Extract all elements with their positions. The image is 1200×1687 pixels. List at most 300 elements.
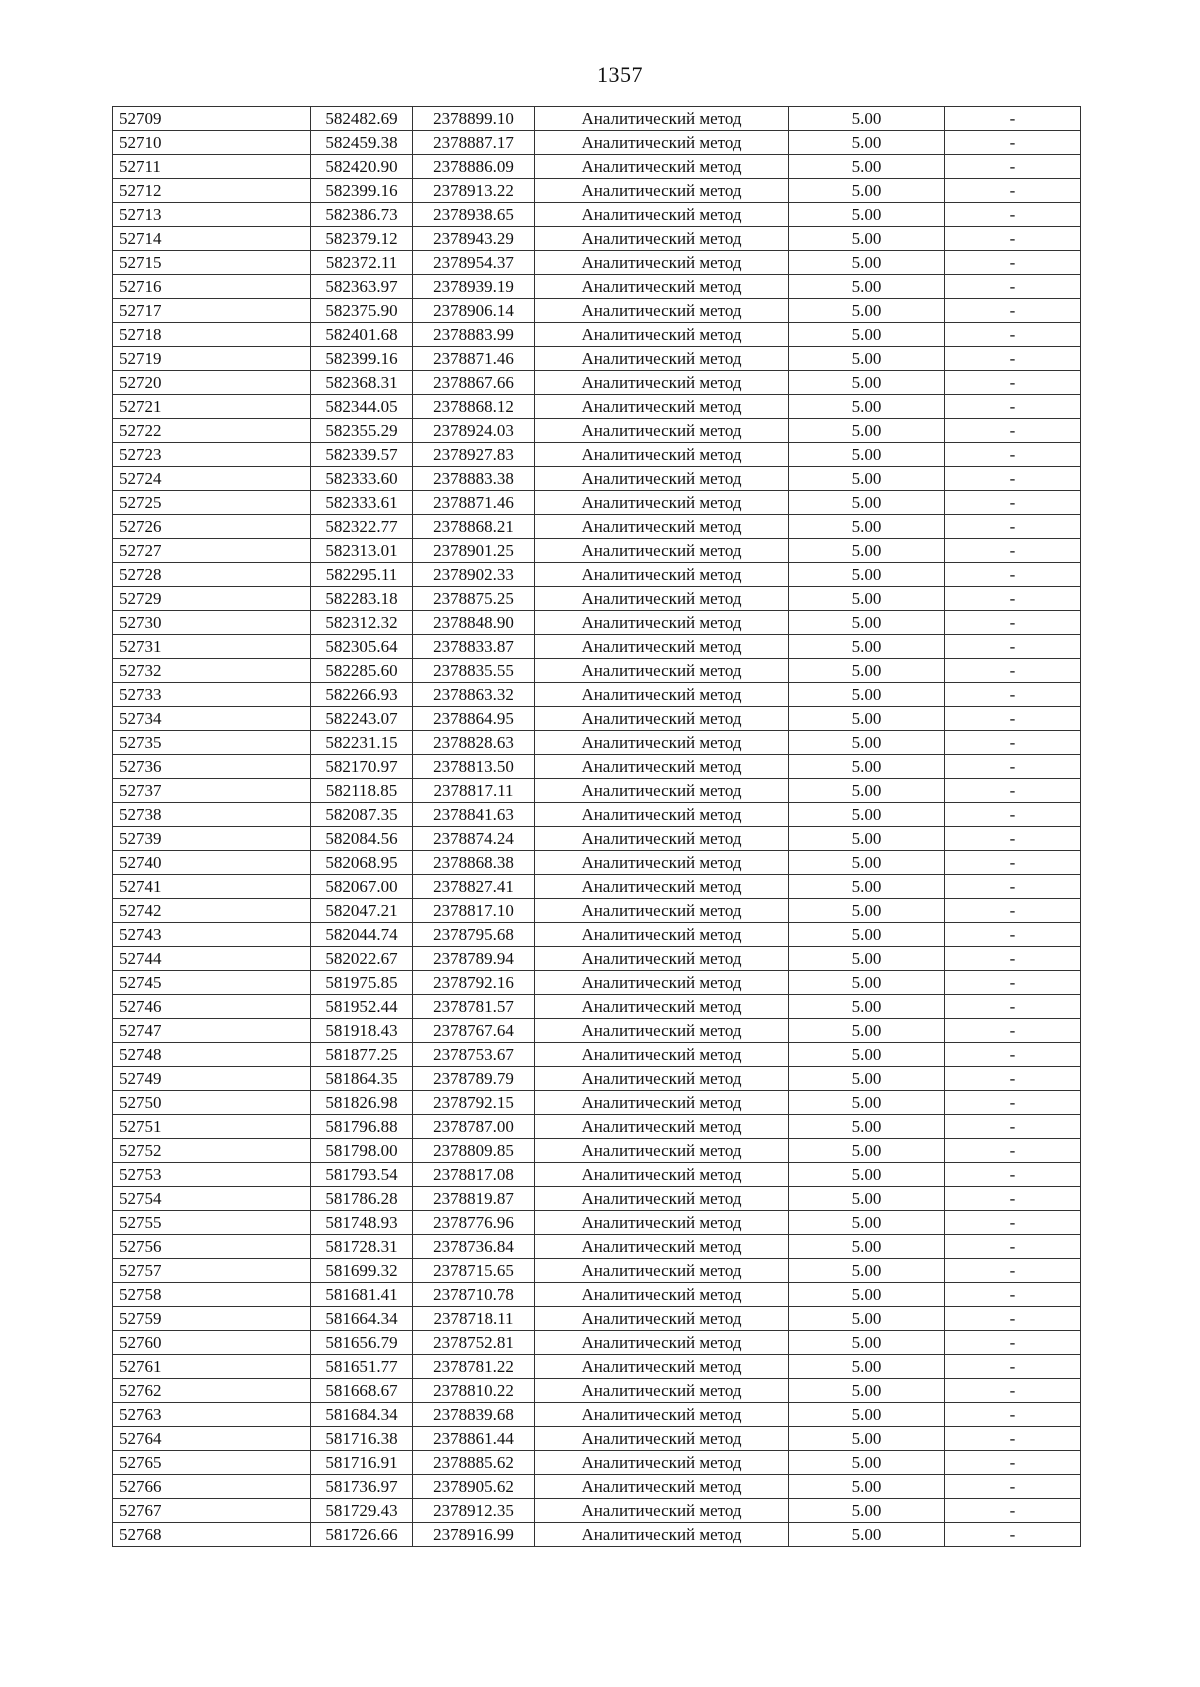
accuracy-cell: 5.00 [789, 1475, 945, 1499]
accuracy-cell: 5.00 [789, 251, 945, 275]
note-cell: - [945, 587, 1081, 611]
point-id-cell: 52767 [113, 1499, 311, 1523]
y-coordinate-cell: 2378954.37 [413, 251, 535, 275]
x-coordinate-cell: 582355.29 [311, 419, 413, 443]
point-id-cell: 52720 [113, 371, 311, 395]
method-cell: Аналитический метод [535, 587, 789, 611]
x-coordinate-cell: 581736.97 [311, 1475, 413, 1499]
y-coordinate-cell: 2378781.57 [413, 995, 535, 1019]
point-id-cell: 52749 [113, 1067, 311, 1091]
x-coordinate-cell: 582420.90 [311, 155, 413, 179]
accuracy-cell: 5.00 [789, 1139, 945, 1163]
x-coordinate-cell: 581826.98 [311, 1091, 413, 1115]
table-row [113, 1283, 1081, 1307]
note-cell: - [945, 275, 1081, 299]
table-row [113, 803, 1081, 827]
y-coordinate-cell: 2378817.10 [413, 899, 535, 923]
note-cell: - [945, 683, 1081, 707]
note-cell: - [945, 1283, 1081, 1307]
method-cell: Аналитический метод [535, 467, 789, 491]
x-coordinate-cell: 582363.97 [311, 275, 413, 299]
method-cell: Аналитический метод [535, 755, 789, 779]
x-coordinate-cell: 582044.74 [311, 923, 413, 947]
x-coordinate-cell: 581918.43 [311, 1019, 413, 1043]
point-id-cell: 52723 [113, 443, 311, 467]
note-cell: - [945, 1115, 1081, 1139]
table-row [113, 587, 1081, 611]
point-id-cell: 52738 [113, 803, 311, 827]
accuracy-cell: 5.00 [789, 731, 945, 755]
table-row [113, 227, 1081, 251]
table-row [113, 203, 1081, 227]
y-coordinate-cell: 2378767.64 [413, 1019, 535, 1043]
x-coordinate-cell: 581681.41 [311, 1283, 413, 1307]
note-cell: - [945, 227, 1081, 251]
note-cell: - [945, 251, 1081, 275]
accuracy-cell: 5.00 [789, 755, 945, 779]
x-coordinate-cell: 581793.54 [311, 1163, 413, 1187]
note-cell: - [945, 155, 1081, 179]
x-coordinate-cell: 581796.88 [311, 1115, 413, 1139]
note-cell: - [945, 1067, 1081, 1091]
y-coordinate-cell: 2378718.11 [413, 1307, 535, 1331]
table-row [113, 1043, 1081, 1067]
accuracy-cell: 5.00 [789, 1451, 945, 1475]
point-id-cell: 52716 [113, 275, 311, 299]
method-cell: Аналитический метод [535, 1379, 789, 1403]
point-id-cell: 52727 [113, 539, 311, 563]
accuracy-cell: 5.00 [789, 1019, 945, 1043]
x-coordinate-cell: 582266.93 [311, 683, 413, 707]
point-id-cell: 52721 [113, 395, 311, 419]
y-coordinate-cell: 2378924.03 [413, 419, 535, 443]
note-cell: - [945, 1499, 1081, 1523]
y-coordinate-cell: 2378916.99 [413, 1523, 535, 1547]
table-row [113, 1523, 1081, 1547]
y-coordinate-cell: 2378848.90 [413, 611, 535, 635]
accuracy-cell: 5.00 [789, 827, 945, 851]
x-coordinate-cell: 582372.11 [311, 251, 413, 275]
note-cell: - [945, 1259, 1081, 1283]
note-cell: - [945, 971, 1081, 995]
x-coordinate-cell: 582068.95 [311, 851, 413, 875]
y-coordinate-cell: 2378789.94 [413, 947, 535, 971]
note-cell: - [945, 755, 1081, 779]
accuracy-cell: 5.00 [789, 179, 945, 203]
method-cell: Аналитический метод [535, 971, 789, 995]
method-cell: Аналитический метод [535, 203, 789, 227]
note-cell: - [945, 299, 1081, 323]
x-coordinate-cell: 582118.85 [311, 779, 413, 803]
table-row [113, 131, 1081, 155]
note-cell: - [945, 1235, 1081, 1259]
accuracy-cell: 5.00 [789, 1163, 945, 1187]
y-coordinate-cell: 2378715.65 [413, 1259, 535, 1283]
y-coordinate-cell: 2378901.25 [413, 539, 535, 563]
note-cell: - [945, 1211, 1081, 1235]
accuracy-cell: 5.00 [789, 1403, 945, 1427]
y-coordinate-cell: 2378819.87 [413, 1187, 535, 1211]
method-cell: Аналитический метод [535, 947, 789, 971]
method-cell: Аналитический метод [535, 539, 789, 563]
x-coordinate-cell: 581877.25 [311, 1043, 413, 1067]
point-id-cell: 52752 [113, 1139, 311, 1163]
table-row [113, 1211, 1081, 1235]
table-row [113, 179, 1081, 203]
table-row [113, 1355, 1081, 1379]
x-coordinate-cell: 582386.73 [311, 203, 413, 227]
accuracy-cell: 5.00 [789, 1523, 945, 1547]
coordinates-table [112, 106, 1081, 1547]
accuracy-cell: 5.00 [789, 539, 945, 563]
table-row [113, 683, 1081, 707]
table-row [113, 395, 1081, 419]
table-row [113, 323, 1081, 347]
y-coordinate-cell: 2378871.46 [413, 347, 535, 371]
accuracy-cell: 5.00 [789, 587, 945, 611]
accuracy-cell: 5.00 [789, 131, 945, 155]
point-id-cell: 52742 [113, 899, 311, 923]
point-id-cell: 52730 [113, 611, 311, 635]
method-cell: Аналитический метод [535, 611, 789, 635]
note-cell: - [945, 923, 1081, 947]
table-row [113, 899, 1081, 923]
accuracy-cell: 5.00 [789, 1379, 945, 1403]
y-coordinate-cell: 2378938.65 [413, 203, 535, 227]
x-coordinate-cell: 582295.11 [311, 563, 413, 587]
x-coordinate-cell: 582482.69 [311, 107, 413, 131]
point-id-cell: 52753 [113, 1163, 311, 1187]
point-id-cell: 52757 [113, 1259, 311, 1283]
x-coordinate-cell: 581952.44 [311, 995, 413, 1019]
y-coordinate-cell: 2378861.44 [413, 1427, 535, 1451]
note-cell: - [945, 1427, 1081, 1451]
y-coordinate-cell: 2378906.14 [413, 299, 535, 323]
note-cell: - [945, 1331, 1081, 1355]
table-row [113, 875, 1081, 899]
table-row [113, 1403, 1081, 1427]
x-coordinate-cell: 582087.35 [311, 803, 413, 827]
y-coordinate-cell: 2378874.24 [413, 827, 535, 851]
method-cell: Аналитический метод [535, 371, 789, 395]
accuracy-cell: 5.00 [789, 299, 945, 323]
point-id-cell: 52755 [113, 1211, 311, 1235]
y-coordinate-cell: 2378871.46 [413, 491, 535, 515]
note-cell: - [945, 1163, 1081, 1187]
accuracy-cell: 5.00 [789, 323, 945, 347]
method-cell: Аналитический метод [535, 275, 789, 299]
point-id-cell: 52759 [113, 1307, 311, 1331]
method-cell: Аналитический метод [535, 1187, 789, 1211]
accuracy-cell: 5.00 [789, 1235, 945, 1259]
point-id-cell: 52754 [113, 1187, 311, 1211]
coordinates-table-body [113, 107, 1081, 1547]
table-row [113, 755, 1081, 779]
x-coordinate-cell: 582459.38 [311, 131, 413, 155]
x-coordinate-cell: 582339.57 [311, 443, 413, 467]
x-coordinate-cell: 582067.00 [311, 875, 413, 899]
y-coordinate-cell: 2378875.25 [413, 587, 535, 611]
point-id-cell: 52740 [113, 851, 311, 875]
accuracy-cell: 5.00 [789, 491, 945, 515]
note-cell: - [945, 1475, 1081, 1499]
x-coordinate-cell: 581726.66 [311, 1523, 413, 1547]
accuracy-cell: 5.00 [789, 563, 945, 587]
x-coordinate-cell: 582047.21 [311, 899, 413, 923]
x-coordinate-cell: 581729.43 [311, 1499, 413, 1523]
y-coordinate-cell: 2378752.81 [413, 1331, 535, 1355]
x-coordinate-cell: 582283.18 [311, 587, 413, 611]
note-cell: - [945, 731, 1081, 755]
note-cell: - [945, 179, 1081, 203]
method-cell: Аналитический метод [535, 851, 789, 875]
note-cell: - [945, 1139, 1081, 1163]
method-cell: Аналитический метод [535, 443, 789, 467]
table-row [113, 1451, 1081, 1475]
note-cell: - [945, 611, 1081, 635]
point-id-cell: 52762 [113, 1379, 311, 1403]
note-cell: - [945, 827, 1081, 851]
point-id-cell: 52728 [113, 563, 311, 587]
y-coordinate-cell: 2378913.22 [413, 179, 535, 203]
point-id-cell: 52737 [113, 779, 311, 803]
x-coordinate-cell: 581699.32 [311, 1259, 413, 1283]
note-cell: - [945, 539, 1081, 563]
method-cell: Аналитический метод [535, 1523, 789, 1547]
y-coordinate-cell: 2378912.35 [413, 1499, 535, 1523]
method-cell: Аналитический метод [535, 1475, 789, 1499]
x-coordinate-cell: 582344.05 [311, 395, 413, 419]
x-coordinate-cell: 581651.77 [311, 1355, 413, 1379]
note-cell: - [945, 563, 1081, 587]
y-coordinate-cell: 2378787.00 [413, 1115, 535, 1139]
table-row [113, 707, 1081, 731]
table-row [113, 419, 1081, 443]
method-cell: Аналитический метод [535, 1091, 789, 1115]
table-row [113, 1067, 1081, 1091]
point-id-cell: 52741 [113, 875, 311, 899]
table-row [113, 1115, 1081, 1139]
point-id-cell: 52736 [113, 755, 311, 779]
method-cell: Аналитический метод [535, 1283, 789, 1307]
note-cell: - [945, 851, 1081, 875]
x-coordinate-cell: 582379.12 [311, 227, 413, 251]
method-cell: Аналитический метод [535, 1115, 789, 1139]
point-id-cell: 52765 [113, 1451, 311, 1475]
table-row [113, 1163, 1081, 1187]
method-cell: Аналитический метод [535, 227, 789, 251]
point-id-cell: 52715 [113, 251, 311, 275]
y-coordinate-cell: 2378863.32 [413, 683, 535, 707]
page-number: 1357 [597, 62, 643, 87]
point-id-cell: 52744 [113, 947, 311, 971]
method-cell: Аналитический метод [535, 1211, 789, 1235]
y-coordinate-cell: 2378792.15 [413, 1091, 535, 1115]
accuracy-cell: 5.00 [789, 1283, 945, 1307]
point-id-cell: 52750 [113, 1091, 311, 1115]
y-coordinate-cell: 2378864.95 [413, 707, 535, 731]
y-coordinate-cell: 2378868.21 [413, 515, 535, 539]
x-coordinate-cell: 582375.90 [311, 299, 413, 323]
method-cell: Аналитический метод [535, 251, 789, 275]
method-cell: Аналитический метод [535, 1139, 789, 1163]
point-id-cell: 52732 [113, 659, 311, 683]
method-cell: Аналитический метод [535, 1307, 789, 1331]
note-cell: - [945, 1307, 1081, 1331]
method-cell: Аналитический метод [535, 1163, 789, 1187]
method-cell: Аналитический метод [535, 779, 789, 803]
table-row [113, 1307, 1081, 1331]
y-coordinate-cell: 2378905.62 [413, 1475, 535, 1499]
point-id-cell: 52763 [113, 1403, 311, 1427]
method-cell: Аналитический метод [535, 131, 789, 155]
point-id-cell: 52724 [113, 467, 311, 491]
x-coordinate-cell: 581728.31 [311, 1235, 413, 1259]
point-id-cell: 52712 [113, 179, 311, 203]
accuracy-cell: 5.00 [789, 923, 945, 947]
method-cell: Аналитический метод [535, 323, 789, 347]
y-coordinate-cell: 2378781.22 [413, 1355, 535, 1379]
accuracy-cell: 5.00 [789, 659, 945, 683]
method-cell: Аналитический метод [535, 995, 789, 1019]
method-cell: Аналитический метод [535, 1043, 789, 1067]
table-row [113, 107, 1081, 131]
accuracy-cell: 5.00 [789, 1043, 945, 1067]
table-row [113, 371, 1081, 395]
note-cell: - [945, 131, 1081, 155]
method-cell: Аналитический метод [535, 515, 789, 539]
method-cell: Аналитический метод [535, 1451, 789, 1475]
note-cell: - [945, 947, 1081, 971]
method-cell: Аналитический метод [535, 923, 789, 947]
y-coordinate-cell: 2378868.12 [413, 395, 535, 419]
method-cell: Аналитический метод [535, 155, 789, 179]
accuracy-cell: 5.00 [789, 419, 945, 443]
note-cell: - [945, 779, 1081, 803]
x-coordinate-cell: 582313.01 [311, 539, 413, 563]
x-coordinate-cell: 581684.34 [311, 1403, 413, 1427]
accuracy-cell: 5.00 [789, 1427, 945, 1451]
method-cell: Аналитический метод [535, 659, 789, 683]
note-cell: - [945, 1523, 1081, 1547]
accuracy-cell: 5.00 [789, 1211, 945, 1235]
point-id-cell: 52743 [113, 923, 311, 947]
method-cell: Аналитический метод [535, 731, 789, 755]
y-coordinate-cell: 2378939.19 [413, 275, 535, 299]
table-row [113, 299, 1081, 323]
point-id-cell: 52711 [113, 155, 311, 179]
x-coordinate-cell: 582084.56 [311, 827, 413, 851]
method-cell: Аналитический метод [535, 899, 789, 923]
accuracy-cell: 5.00 [789, 1067, 945, 1091]
table-row [113, 491, 1081, 515]
note-cell: - [945, 1091, 1081, 1115]
accuracy-cell: 5.00 [789, 779, 945, 803]
table-row [113, 1187, 1081, 1211]
note-cell: - [945, 899, 1081, 923]
point-id-cell: 52733 [113, 683, 311, 707]
y-coordinate-cell: 2378795.68 [413, 923, 535, 947]
method-cell: Аналитический метод [535, 1259, 789, 1283]
y-coordinate-cell: 2378828.63 [413, 731, 535, 755]
note-cell: - [945, 995, 1081, 1019]
x-coordinate-cell: 582333.61 [311, 491, 413, 515]
x-coordinate-cell: 581798.00 [311, 1139, 413, 1163]
x-coordinate-cell: 581716.38 [311, 1427, 413, 1451]
y-coordinate-cell: 2378776.96 [413, 1211, 535, 1235]
table-row [113, 851, 1081, 875]
x-coordinate-cell: 582401.68 [311, 323, 413, 347]
accuracy-cell: 5.00 [789, 155, 945, 179]
y-coordinate-cell: 2378902.33 [413, 563, 535, 587]
point-id-cell: 52710 [113, 131, 311, 155]
y-coordinate-cell: 2378883.99 [413, 323, 535, 347]
table-row [113, 1091, 1081, 1115]
y-coordinate-cell: 2378736.84 [413, 1235, 535, 1259]
table-row [113, 659, 1081, 683]
table-row [113, 539, 1081, 563]
note-cell: - [945, 1019, 1081, 1043]
method-cell: Аналитический метод [535, 635, 789, 659]
table-row [113, 923, 1081, 947]
point-id-cell: 52766 [113, 1475, 311, 1499]
point-id-cell: 52731 [113, 635, 311, 659]
point-id-cell: 52725 [113, 491, 311, 515]
note-cell: - [945, 1187, 1081, 1211]
point-id-cell: 52764 [113, 1427, 311, 1451]
x-coordinate-cell: 582333.60 [311, 467, 413, 491]
note-cell: - [945, 203, 1081, 227]
note-cell: - [945, 659, 1081, 683]
note-cell: - [945, 1355, 1081, 1379]
table-row [113, 1139, 1081, 1163]
y-coordinate-cell: 2378827.41 [413, 875, 535, 899]
point-id-cell: 52709 [113, 107, 311, 131]
x-coordinate-cell: 582285.60 [311, 659, 413, 683]
note-cell: - [945, 635, 1081, 659]
table-row [113, 827, 1081, 851]
note-cell: - [945, 443, 1081, 467]
x-coordinate-cell: 582170.97 [311, 755, 413, 779]
method-cell: Аналитический метод [535, 563, 789, 587]
x-coordinate-cell: 581668.67 [311, 1379, 413, 1403]
accuracy-cell: 5.00 [789, 1115, 945, 1139]
point-id-cell: 52718 [113, 323, 311, 347]
method-cell: Аналитический метод [535, 1331, 789, 1355]
accuracy-cell: 5.00 [789, 995, 945, 1019]
point-id-cell: 52748 [113, 1043, 311, 1067]
point-id-cell: 52745 [113, 971, 311, 995]
y-coordinate-cell: 2378867.66 [413, 371, 535, 395]
table-row [113, 155, 1081, 179]
y-coordinate-cell: 2378887.17 [413, 131, 535, 155]
point-id-cell: 52726 [113, 515, 311, 539]
x-coordinate-cell: 581786.28 [311, 1187, 413, 1211]
accuracy-cell: 5.00 [789, 707, 945, 731]
x-coordinate-cell: 581664.34 [311, 1307, 413, 1331]
method-cell: Аналитический метод [535, 347, 789, 371]
note-cell: - [945, 491, 1081, 515]
x-coordinate-cell: 582243.07 [311, 707, 413, 731]
point-id-cell: 52717 [113, 299, 311, 323]
point-id-cell: 52746 [113, 995, 311, 1019]
note-cell: - [945, 707, 1081, 731]
accuracy-cell: 5.00 [789, 635, 945, 659]
accuracy-cell: 5.00 [789, 1259, 945, 1283]
table-row [113, 1499, 1081, 1523]
table-row [113, 563, 1081, 587]
table-row [113, 443, 1081, 467]
